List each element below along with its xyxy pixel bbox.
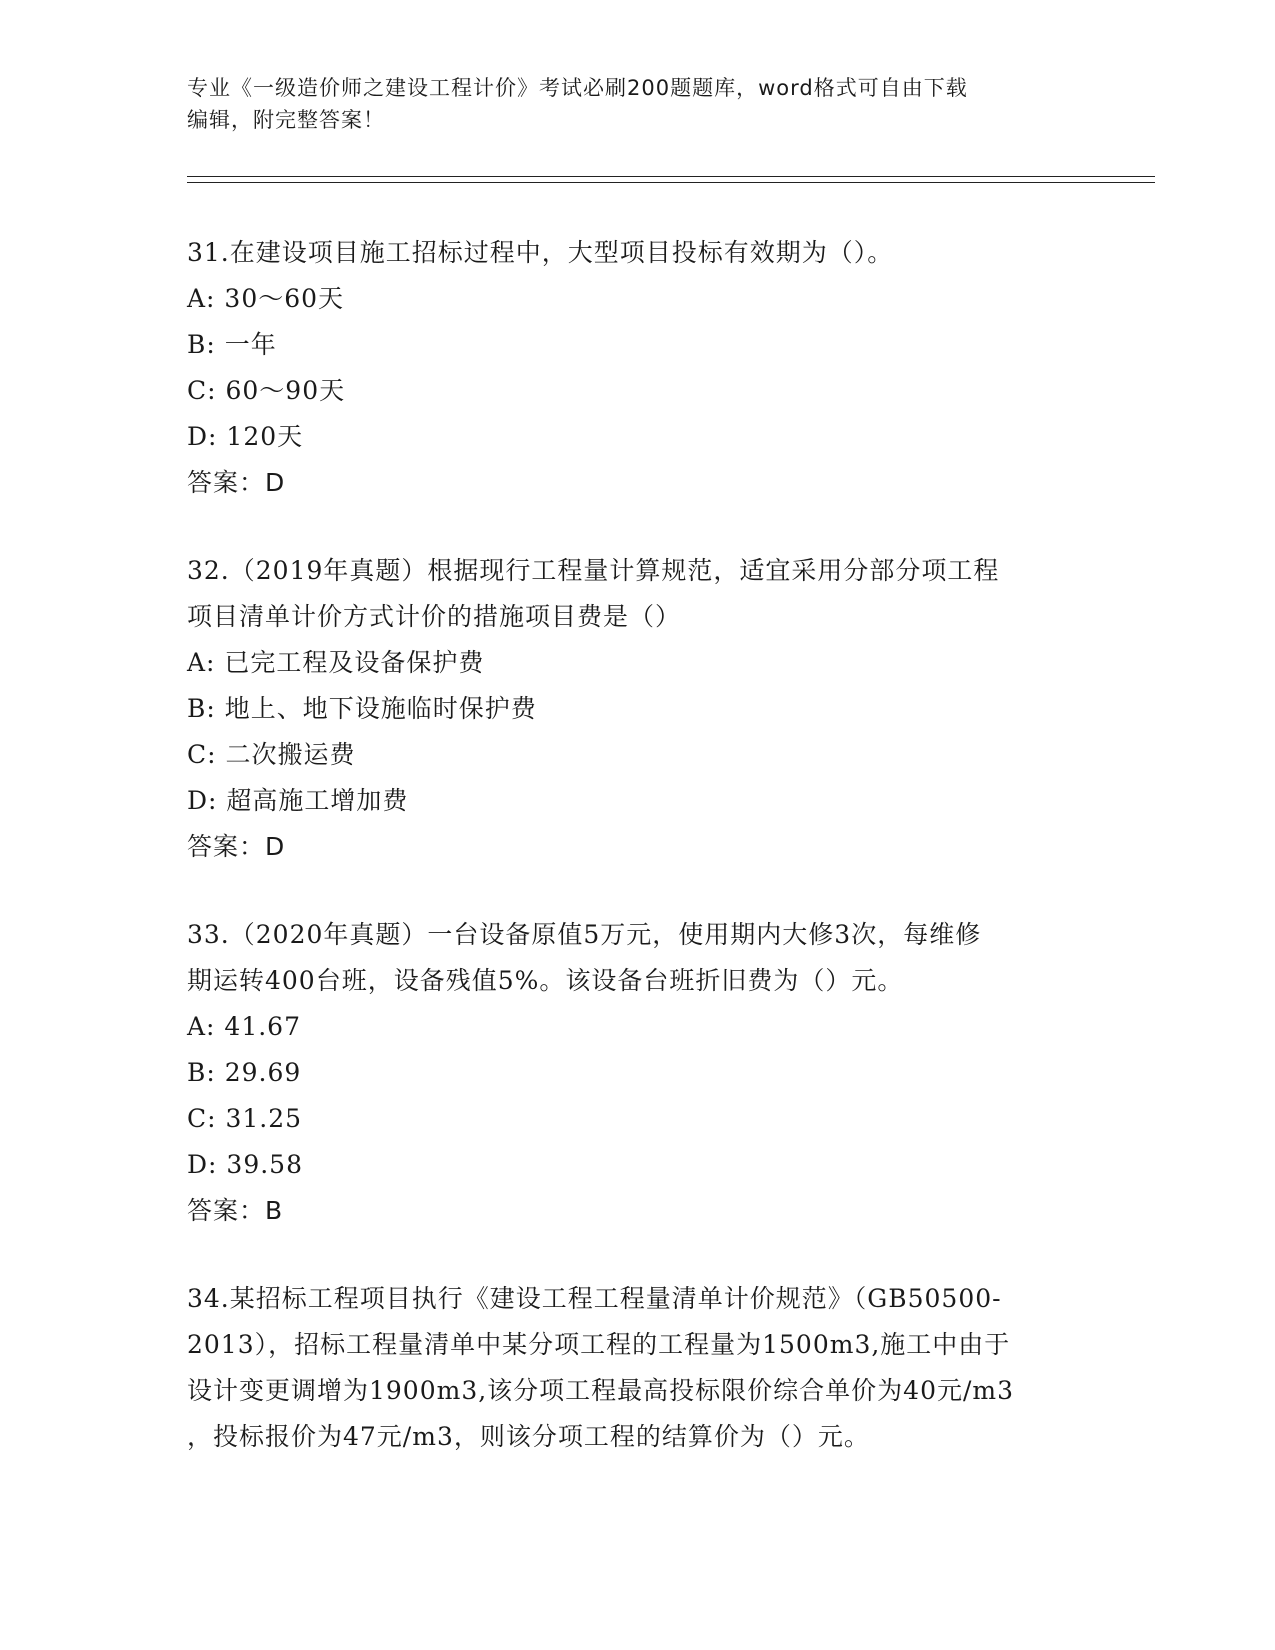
question-34 — [187, 1276, 1087, 1460]
answer-line: 答案：B — [187, 1196, 284, 1225]
question-31 — [187, 230, 1087, 506]
question-stem-line: 31.在建设项目施工招标过程中，大型项目投标有效期为（）。 — [187, 238, 894, 267]
question-stem-line: 项目清单计价方式计价的措施项目费是（） — [187, 602, 682, 631]
question-stem-line: ，投标报价为47元/m3，则该分项工程的结算价为（）元。 — [187, 1422, 870, 1451]
header-divider-bottom — [187, 182, 1155, 183]
option-b: B: 29.69 — [187, 1058, 302, 1087]
answer-line: 答案：D — [187, 468, 286, 497]
option-c: C: 31.25 — [187, 1104, 303, 1133]
option-a: A: 已完工程及设备保护费 — [187, 648, 485, 677]
question-stem-line: 33.（2020年真题）一台设备原值5万元，使用期内大修3次，每维修 — [187, 920, 982, 949]
option-b: B: 一年 — [187, 330, 277, 359]
option-b: B: 地上、地下设施临时保护费 — [187, 694, 537, 723]
question-list — [187, 230, 1087, 1502]
option-c: C: 二次搬运费 — [187, 740, 356, 769]
header-divider-top — [187, 176, 1155, 177]
question-stem-line: 34.某招标工程项目执行《建设工程工程量清单计价规范》（GB50500- — [187, 1284, 1002, 1313]
option-c: C: 60～90天 — [187, 376, 346, 405]
option-a: A: 41.67 — [187, 1012, 301, 1041]
option-d: D: 39.58 — [187, 1150, 303, 1179]
question-stem-line: 2013），招标工程量清单中某分项工程的工程量为1500m3,施工中由于 — [187, 1330, 1011, 1359]
header-line-1: 专业《一级造价师之建设工程计价》考试必刷200题题库，word格式可自由下载 — [187, 76, 968, 100]
question-32 — [187, 548, 1087, 870]
answer-line: 答案：D — [187, 832, 286, 861]
question-stem-line: 32.（2019年真题）根据现行工程量计算规范，适宜采用分部分项工程 — [187, 556, 1000, 585]
question-33 — [187, 912, 1087, 1234]
option-d: D: 超高施工增加费 — [187, 786, 409, 815]
option-d: D: 120天 — [187, 422, 304, 451]
header-line-2: 编辑，附完整答案！ — [187, 108, 385, 132]
question-stem-line: 期运转400台班，设备残值5%。该设备台班折旧费为（）元。 — [187, 966, 904, 995]
option-a: A: 30～60天 — [187, 284, 345, 313]
document-header — [187, 72, 1067, 136]
question-stem-line: 设计变更调增为1900m3,该分项工程最高投标限价综合单价为40元/m3 — [187, 1376, 1015, 1405]
